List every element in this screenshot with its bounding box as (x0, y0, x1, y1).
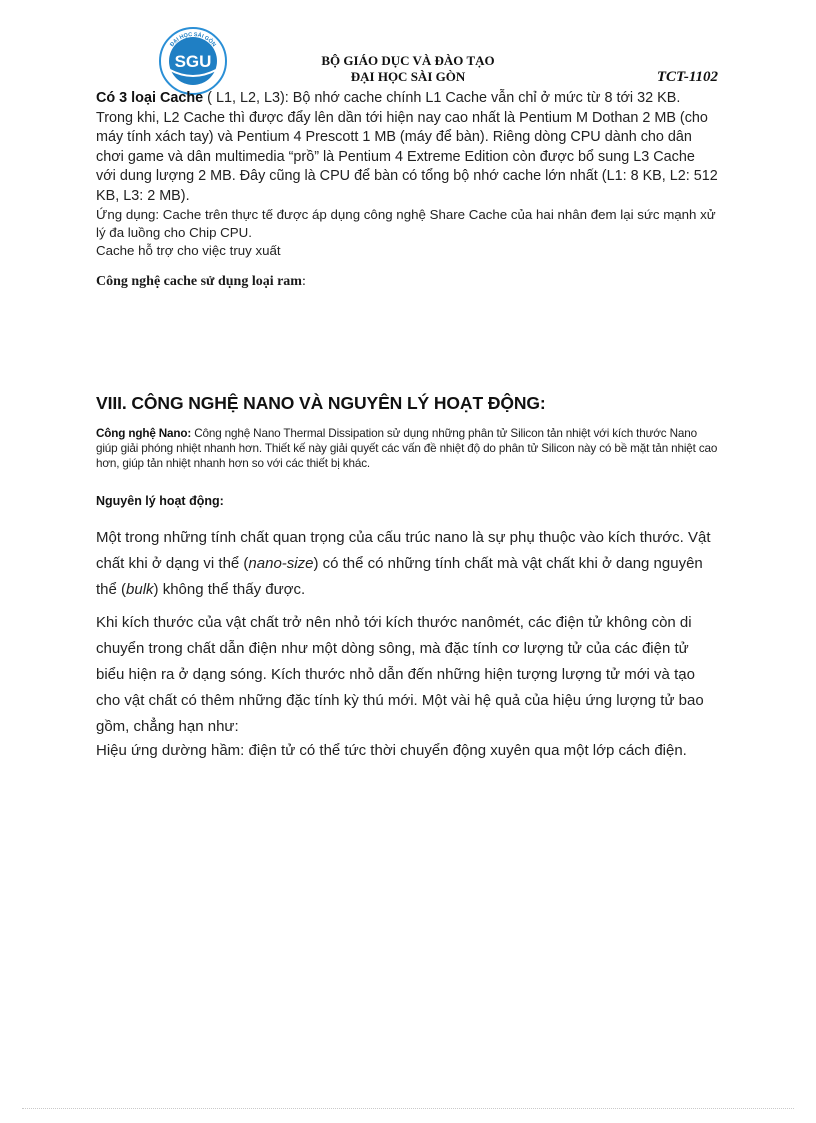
header-university: ĐẠI HỌC SÀI GÒN (350, 69, 466, 84)
cache-lead-text: ( L1, L2, L3): Bộ nhớ cache chính L1 Cache vẫn chỉ ở mức từ 8 tới 32 KB. Trong khi, L2 Cache thì được đẩy lên dần tới hiện nay cao nhất là Pentium M Dothan 2 MB (cho máy tính xách tay) và Pentium 4 Prescott 1 MB (máy để bàn). Riêng dòng CPU dành cho dân chơi game và dân multimedia “prồ” là Pentium 4 Extreme Edition còn được bổ sung L3 Cache với dung lượng 2 MB. Đây cũng là CPU để bàn có tổng bộ nhớ cache lớn nhất (L1: 8 KB, L2: 512 KB, L3: 2 MB). (96, 90, 718, 204)
document-code: TCT-1102 (656, 69, 718, 85)
para1-italic-bulk: bulk (126, 581, 154, 598)
nano-paragraph-3: Hiệu ứng dường hầm: điện tử có thể tức thời chuyển động xuyên qua một lớp cách điện. (96, 742, 687, 759)
cache-paragraph (96, 89, 718, 206)
logo-text: SGU (174, 52, 212, 71)
logo-ring-text: ĐẠI HỌC SÀI GÒN (169, 31, 217, 49)
para1-part-a: Một trong những tính chất quan trọng của cấu trúc nano là sự phụ thuộc vào kích thước. Vật chất khi ở dạng vi thể ( (96, 529, 711, 572)
nano-definition-bold: Công nghệ Nano: (96, 427, 192, 440)
nano-definition (96, 426, 718, 471)
footer-divider (22, 1108, 794, 1109)
nano-paragraph-2: Khi kích thước của vật chất trở nên nhỏ tới kích thước nanômét, các điện tử không còn di chuyển trong chất dẫn điện như một dòng sông, mà đặc tính cơ lượng tử của các điện tử biểu hiện ra ở dạng sóng. Kích thước nhỏ dẫn đến những hiện tượng lượng tử mới và tạo cho vật chất có thêm những đặc tính kỳ thú mới. Một vài hệ quả của hiệu ứng lượng tử bao gồm, chẳng hạn như: (96, 614, 704, 735)
cache-support: Cache hỗ trợ cho việc truy xuất (96, 243, 281, 258)
header-ministry: BỘ GIÁO DỤC VÀ ĐÀO TẠO (321, 53, 495, 68)
cache-lead-bold: Có 3 loại Cache (96, 90, 204, 106)
cache-ram-colon: : (301, 274, 306, 289)
para1-part-b: ) có thể có những tính chất mà vật chất khi ở dang nguyên thể ( (96, 555, 703, 598)
cache-ram-heading (96, 274, 718, 290)
cache-ram-bold: Công nghệ cache sử dụng loại ram (96, 274, 302, 289)
para1-part-c: ) không thể thấy được. (153, 581, 306, 598)
principle-heading: Nguyên lý hoạt động: (96, 494, 224, 508)
section-heading-viii: VIII. CÔNG NGHỆ NANO VÀ NGUYÊN LÝ HOẠT ĐỘNG: (96, 393, 546, 413)
para1-italic-nano-size: nano-size (248, 555, 314, 572)
nano-paragraph-1 (96, 525, 718, 603)
cache-application: Ứng dụng: Cache trên thực tế được áp dụng công nghệ Share Cache của hai nhân đem lại sức mạnh xử lý đa luồng cho Chip CPU. (96, 207, 716, 240)
nano-definition-text: Công nghệ Nano Thermal Dissipation sử dụng những phân tử Silicon tản nhiệt với kích thước Nano giúp giải phóng nhiệt nhanh hơn. Thiết kế này giải quyết các vấn đề nhiệt độ do phân tử Silicon này có bề mặt tản nhiệt cao hơn, giúp tản nhiệt nhanh hơn so với các thiết bị khác. (96, 427, 718, 470)
